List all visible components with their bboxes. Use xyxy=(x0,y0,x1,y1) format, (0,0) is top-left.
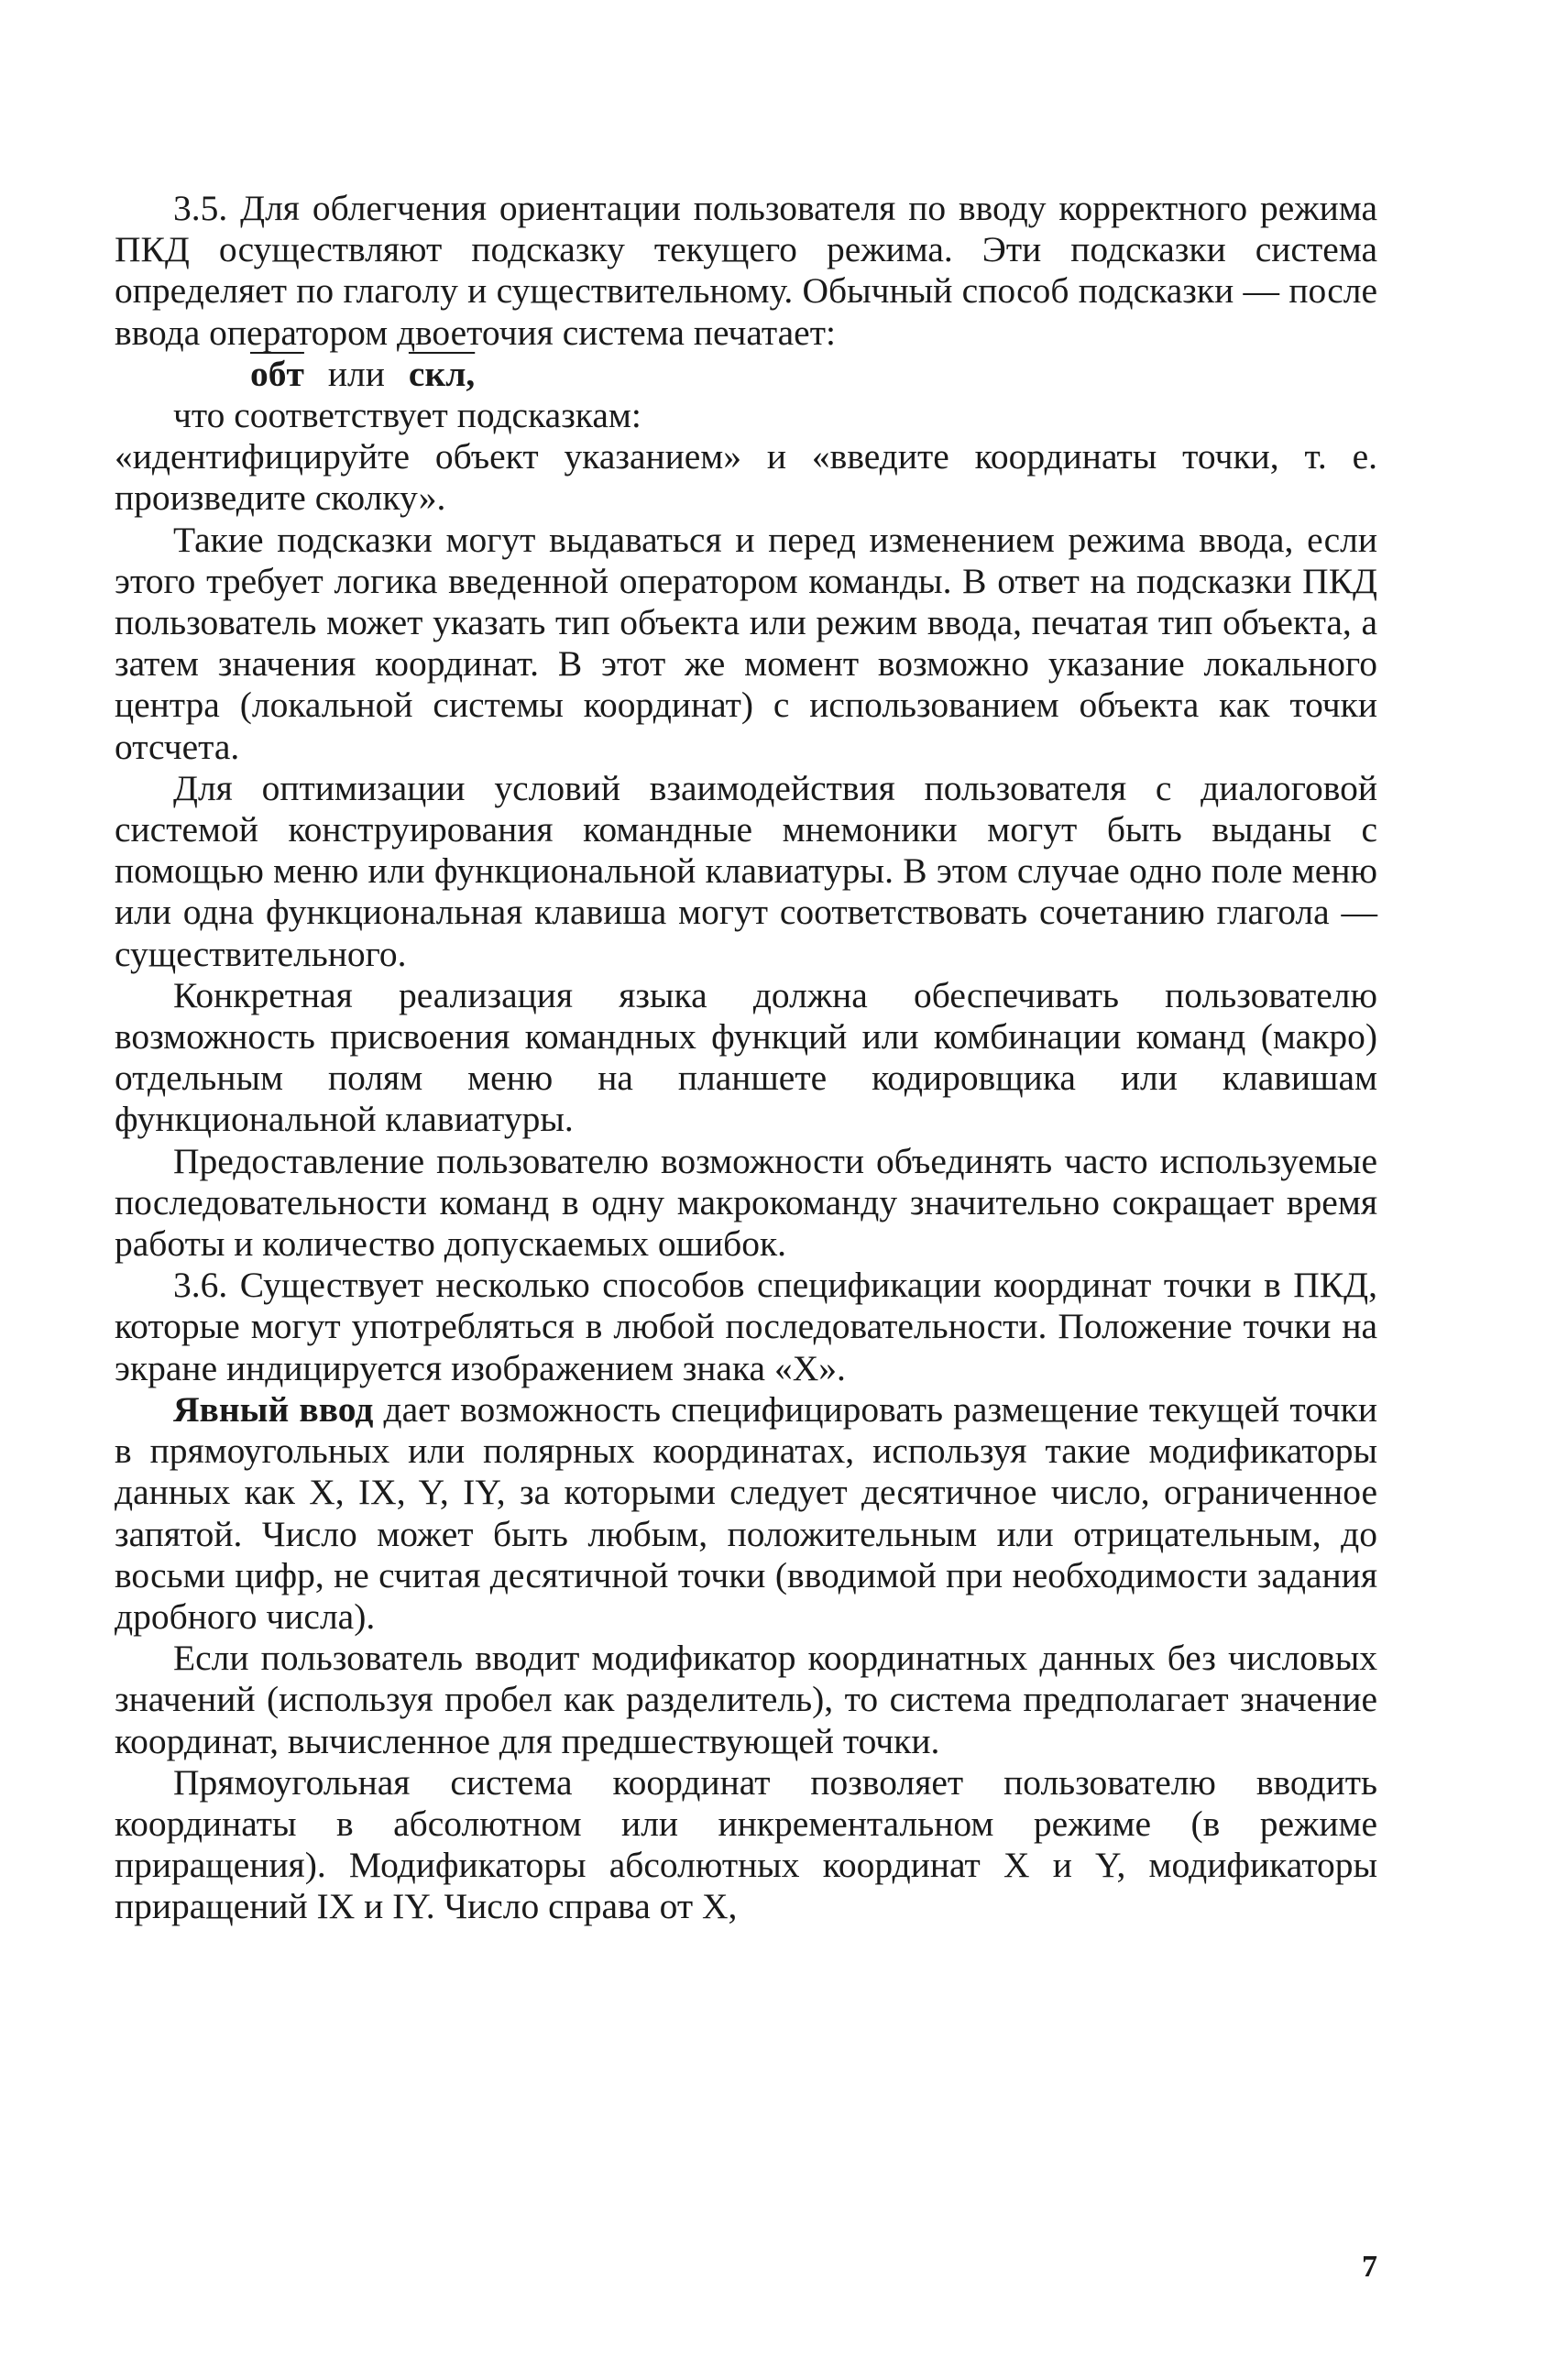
explicit-input-text: дает возможность специфицировать размещение текущей точки в прямоугольных или полярных координатах, используя такие модификаторы данных как X, IX, Y, IY, за которыми следует десятичное число, ограниченное запятой. Число может быть любым, положительным или отрицательным, до восьми цифр, не считая десятичной точки (вводимой при необходимости задания дробного числа). xyxy=(115,1388,1378,1637)
prompt-line xyxy=(115,354,1377,395)
page-number: 7 xyxy=(1362,2250,1377,2284)
paragraph-modifier-no-values: Если пользователь вводит модификатор координатных данных без числовых значений (используя пробел как разделитель), то система предполагает значение координат, вычисленное для предшествующей точки. xyxy=(115,1638,1377,1761)
paragraph-prompts-mode: Такие подсказки могут выдаваться и перед изменением режима ввода, если этого требует логика введенной оператором команды. В ответ на подсказки ПКД пользователь может указать тип объекта или режим ввода, печатая тип объекта, а затем значения координат. В этот же момент возможно указание локального центра (локальной системы координат) с использованием объекта как точки отсчета. xyxy=(115,519,1377,767)
paragraph-macro: Предоставление пользователю возможности объединять часто используемые последовательности команд в одну макрокоманду значительно сокращает время работы и количество допускаемых ошибок. xyxy=(115,1140,1377,1265)
explicit-input-term: Явный ввод xyxy=(173,1388,374,1430)
paragraph-corresponds: что соответствует подсказкам: xyxy=(173,395,641,436)
paragraph-rectangular-system: Прямоугольная система координат позволяет пользователю вводить координаты в абсолютном или инкрементальном режиме (в режиме приращения). Модификаторы абсолютных координат X и Y, модификаторы приращений IX и IY. Число справа от X, xyxy=(115,1761,1377,1927)
prompt-or: или xyxy=(327,353,385,394)
paragraph-3-5: 3.5. Для облегчения ориентации пользователя по вводу корректного режима ПКД осуществляют подсказку текущего режима. Эти подсказки система определяет по глаголу и существительному. Обычный способ подсказки — после ввода оператором двоеточия система печатает: xyxy=(115,188,1377,353)
paragraph-prompts-quote: «идентифицируйте объект указанием» и «введите координаты точки, т. е. произведите сколку». xyxy=(115,436,1377,519)
paragraph-optimization: Для оптимизации условий взаимодействия пользователя с диалоговой системой конструирования командные мнемоники могут быть выданы с помощью меню или функциональной клавиатуры. В этом случае одно поле меню или одна функциональная клавиша могут соответствовать сочетанию глагола — существительного. xyxy=(115,767,1377,974)
page-body xyxy=(115,188,1377,1928)
paragraph-3-6: 3.6. Существует несколько способов спецификации координат точки в ПКД, которые могут употребляться в любой последовательности. Положение точки на экране индицируется изображением знака «X». xyxy=(115,1265,1377,1388)
prompt-word-obt: обт xyxy=(250,353,304,394)
paragraph-implementation: Конкретная реализация языка должна обеспечивать пользователю возможность присвоения командных функций или комбинации команд (макро) отдельным полям меню на планшете кодировщика или клавишам функциональной клавиатуры. xyxy=(115,974,1377,1140)
paragraph-explicit-input xyxy=(115,1389,1377,1638)
prompt-word-skl: скл, xyxy=(408,353,476,394)
